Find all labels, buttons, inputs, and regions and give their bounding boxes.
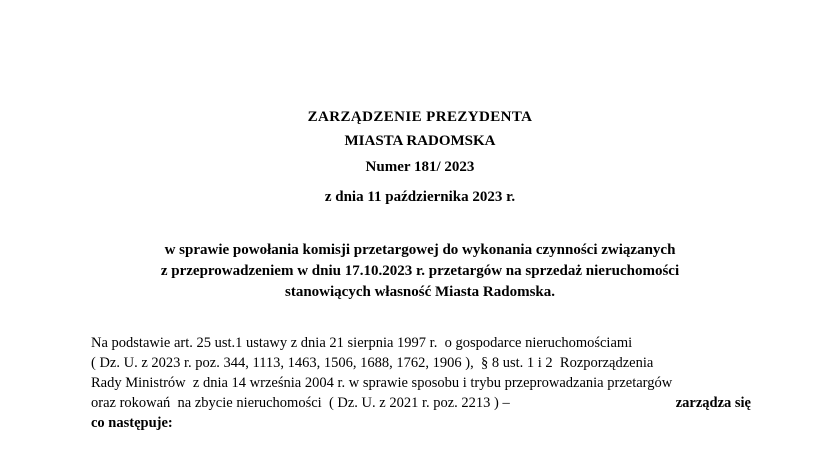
- body-line1-text: Na podstawie art. 25 ust.1 ustawy z dnia 21 sierpnia 1997 r. o gospodarce nieruchomościami: [91, 335, 633, 351]
- title-line1-text: ZARZĄDZENIE PREZYDENTA: [307, 109, 533, 125]
- document-date: [0, 187, 840, 207]
- body-line5-bold: co następuje:: [91, 415, 173, 431]
- body-line3: [91, 373, 751, 393]
- document-title-line2: [0, 131, 840, 151]
- body-line4-text: oraz rokowań na zbycie nieruchomości ( Dz. U. z 2021 r. poz. 2213 ) –: [91, 395, 510, 411]
- body-line3-text: Rady Ministrów z dnia 14 września 2004 r. w sprawie sposobu i trybu przeprowadzania przetargów: [91, 375, 673, 391]
- subject-line3: stanowiących własność Miasta Radomska.: [284, 284, 555, 300]
- body-line4: [91, 393, 751, 413]
- document-subject: [0, 240, 840, 303]
- body-line2-text: ( Dz. U. z 2023 r. poz. 344, 1113, 1463, 1506, 1688, 1762, 1906 ), § 8 ust. 1 i 2 Rozporządzenia: [91, 355, 654, 371]
- body-line5: [91, 413, 751, 433]
- title-line2-text: MIASTA RADOMSKA: [344, 133, 496, 149]
- document-title-line1: [0, 107, 840, 127]
- document-number: [0, 157, 840, 177]
- document-date-text: z dnia 11 października 2023 r.: [324, 189, 516, 205]
- document-body: [91, 333, 751, 433]
- document-number-text: Numer 181/ 2023: [365, 159, 475, 175]
- subject-line2: z przeprowadzeniem w dniu 17.10.2023 r. przetargów na sprzedaż nieruchomości: [160, 263, 680, 279]
- body-line2: [91, 353, 751, 373]
- subject-line1: w sprawie powołania komisji przetargowej do wykonania czynności związanych: [164, 242, 676, 258]
- body-line1: [91, 333, 751, 353]
- body-line4-bold: zarządza się: [675, 395, 751, 411]
